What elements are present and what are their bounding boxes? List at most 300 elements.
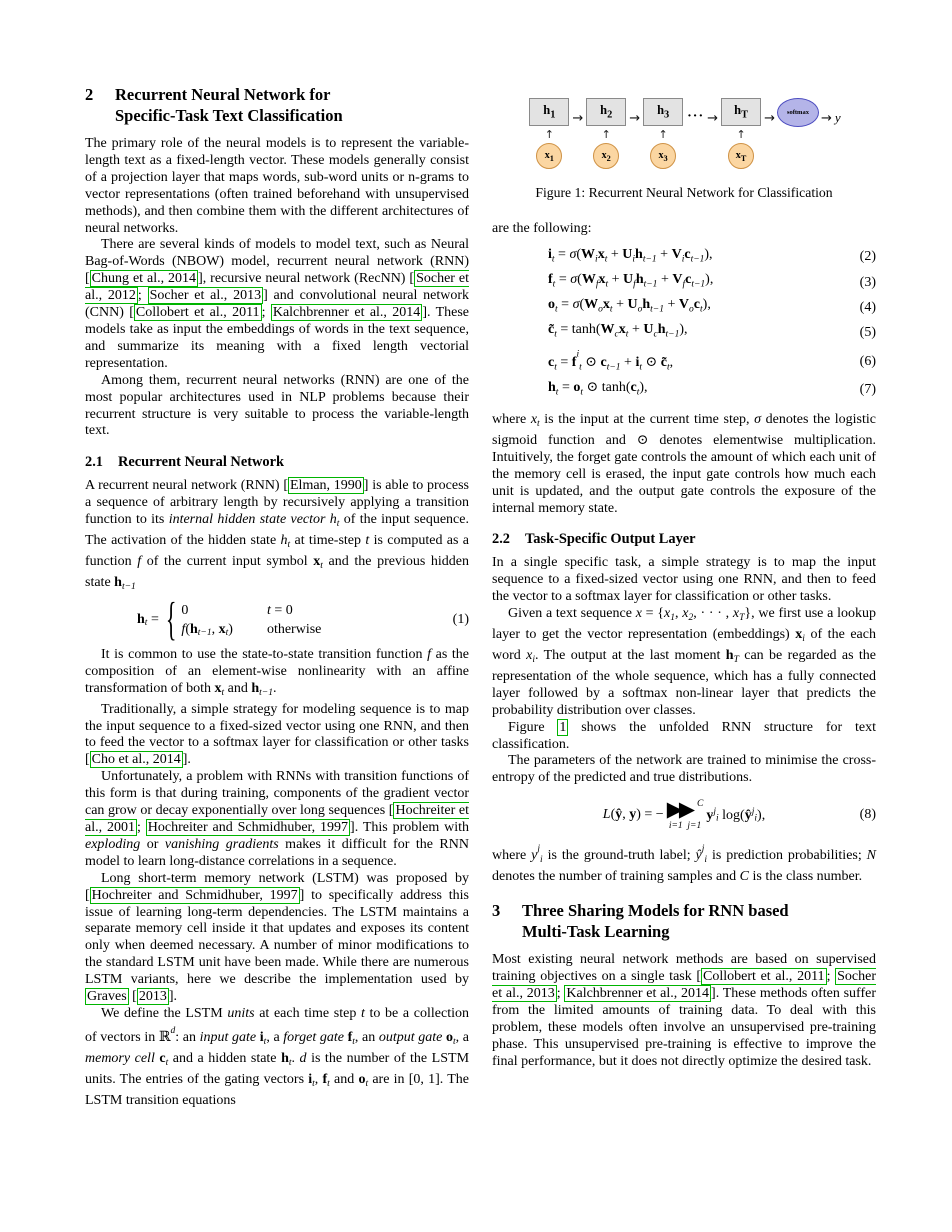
text-run: t (165, 1057, 169, 1068)
right-column (492, 84, 876, 1071)
text-run: t (666, 362, 670, 373)
text-run: ŷ (695, 848, 702, 864)
text-run: , (674, 606, 683, 622)
text-run: W (600, 322, 615, 338)
text-run: vanishing gradients (164, 836, 279, 852)
text-run: N (866, 848, 877, 864)
paragraph (85, 769, 469, 870)
citation-link[interactable]: Socher et al., 2013 (149, 288, 262, 304)
text-run: f (682, 279, 686, 290)
text-run: d (299, 1050, 307, 1066)
text-run: h (548, 379, 556, 395)
text-run: ; (136, 819, 146, 835)
text-run: , a (455, 1029, 469, 1045)
up-arrow-icon: ↑ (736, 128, 746, 141)
text-run: of the input sequence. The activation of the hidden state (85, 512, 469, 549)
text-run: + (612, 297, 628, 313)
citation-link[interactable]: Kalchbrenner et al., 2014 (272, 305, 421, 321)
text-run: t (327, 1078, 330, 1089)
left-column (85, 84, 469, 1110)
up-arrow-icon: ↑ (658, 128, 668, 141)
summation-glyphs: ▶▶ (666, 797, 692, 822)
hidden-state-box-h3 (643, 98, 683, 126)
text-run: is computed as a function (85, 533, 470, 569)
text-run: t (266, 602, 271, 618)
text-run: 2 (688, 613, 694, 624)
text-run: W (581, 246, 596, 262)
text-run: ), (704, 246, 713, 262)
text-run: 1 (670, 613, 675, 624)
subsection-2-1-title: Recurrent Neural Network (118, 454, 284, 471)
text-run: or (140, 836, 165, 852)
subsection-2-2-number: 2.2 (492, 531, 510, 548)
text-run: where (492, 848, 532, 864)
paragraph (492, 555, 876, 606)
text-run: c (693, 297, 700, 313)
text-run: ]. These models take as input the embeddings of words in the text sequence, and summarize its meaning with a fixed length vectorial representation. (85, 305, 470, 371)
citation-link[interactable]: Collobert et al., 2011 (703, 969, 825, 985)
text-run: x (602, 297, 610, 313)
text-run: c (614, 329, 619, 340)
text-run: t (609, 304, 613, 315)
text-run: ) = − (636, 807, 664, 823)
text-run: Traditionally, a simple strategy for modeling sequence is to map the input sequence to a fixed-sized vector using one RNN, and then to feed the vector to a softmax layer for classification or other tasks [ (85, 701, 469, 768)
right-arrow-icon: → (764, 111, 775, 126)
text-run: t (554, 329, 557, 340)
text-run: ( (579, 297, 585, 313)
text-run: ⊙ tanh( (583, 379, 631, 395)
text-run: t (554, 362, 557, 373)
text-run: f (595, 279, 599, 290)
text-run: t (360, 1005, 365, 1021)
text-run: i (540, 855, 543, 866)
text-run: , · · · , (693, 606, 733, 622)
text-run: V (672, 272, 683, 288)
text-run: ⊙ (581, 354, 601, 370)
equation-body (548, 349, 674, 373)
text-run: h (137, 612, 145, 628)
text-run: i (754, 813, 758, 824)
text-run: o (548, 297, 555, 313)
text-run: h (281, 1050, 289, 1066)
text-run: , an (354, 1029, 379, 1045)
text-run: ; (137, 288, 148, 304)
section-2-heading (85, 84, 469, 126)
text-run: t (352, 1036, 355, 1047)
text-run: memory cell (85, 1050, 160, 1066)
text-run: y (629, 807, 637, 823)
text-run: ] and convolutional neural network (CNN) [ (85, 288, 470, 321)
text-run: c̃ (548, 322, 555, 338)
text-run: h (251, 680, 260, 696)
citation-link[interactable]: Hochreiter and Schmidhuber, 1997 (147, 819, 349, 835)
paragraph (492, 606, 876, 720)
paragraph (85, 1006, 469, 1110)
text-run: of the each word (492, 627, 876, 664)
citation-link[interactable]: Hochreiter and Schmidhuber, 1997 (91, 887, 298, 903)
text-run: is the number of the LSTM units. The entries of the gating vectors (85, 1050, 470, 1087)
text-run: t (537, 418, 540, 429)
paragraph (85, 237, 469, 372)
text-run: t (552, 279, 556, 290)
text-run: ) (228, 621, 233, 637)
text-run: where (492, 411, 531, 427)
text-run: t−1 (197, 627, 212, 638)
text-run: ŷ (615, 807, 623, 823)
text-run: i (704, 855, 708, 866)
text-run: ] to specifically address this issue of learning long-term dependencies. The LSTM maintains a separate memory cell inside it that updates and exposes its content only when deemed necessary. A number of minor modifications to the standard LSTM unit have been made. While there are numerous LSTM variants, here we describe the implementation used by (85, 887, 469, 988)
text-run: t (453, 1036, 456, 1047)
text-run: f (322, 1071, 328, 1087)
text-run: h (114, 574, 122, 590)
input-label: $x_T$ (735, 149, 747, 163)
text-run: t (287, 540, 291, 551)
text-run: ( (577, 272, 582, 288)
text-run: h (657, 322, 666, 338)
citation-link[interactable]: Cho et al., 2014 (91, 752, 181, 768)
text-run: + (656, 246, 672, 262)
text-run: x (526, 648, 533, 664)
text-run: log( (718, 807, 745, 823)
text-run: h (635, 246, 643, 262)
right-arrow-icon: → (707, 111, 719, 126)
text-run: and a hidden state (168, 1050, 282, 1066)
text-run: . (272, 680, 277, 696)
equation-1-cases (181, 603, 321, 638)
text-run: ] is able to process a sequence of arbitrary length by recursively applying a transition function to its (85, 478, 469, 528)
citation-link[interactable]: Socher et al., 2013 (492, 969, 876, 1002)
text-run: = tanh( (556, 322, 601, 338)
section-3-title-line1: Three Sharing Models for RNN based (522, 901, 789, 921)
text-run: t−1 (650, 304, 664, 315)
input-node-x2 (593, 143, 619, 169)
text-run: U (643, 322, 654, 338)
text-run: f (571, 354, 577, 370)
paragraph (85, 373, 469, 441)
text-run: ), (702, 297, 711, 313)
text-run: is the ground-truth label; (542, 848, 696, 864)
text-run: i (632, 254, 636, 265)
text-run: t (221, 687, 225, 698)
text-run: Most existing neural network methods are based on supervised training objectives on a single task [ (492, 952, 876, 985)
equation-number: (7) (859, 382, 876, 398)
text-run: makes it difficult for the RNN model to learn long-distance correlations in a sequence. (85, 836, 469, 869)
text-run: o (358, 1071, 366, 1087)
text-run: It is common to use the state-to-state transition function (101, 646, 428, 662)
text-run: t−1 (691, 279, 706, 290)
equation-8-rhs (706, 807, 765, 824)
text-run: y (531, 848, 538, 864)
text-run: x (682, 606, 689, 622)
text-run: σ (754, 411, 762, 427)
text-run: + (620, 354, 636, 370)
paragraph (492, 412, 876, 517)
text-run: f (427, 646, 432, 662)
text-run: t (604, 254, 608, 265)
text-run: t−1 (665, 329, 680, 340)
text-run: W (581, 272, 596, 288)
text-run: ( (610, 807, 616, 823)
text-run: i (802, 634, 805, 645)
up-arrow-icon: ↑ (544, 128, 554, 141)
text-run: h (635, 272, 644, 288)
citation-link[interactable]: Hochreiter et al., 2001 (85, 803, 469, 835)
text-run: ŷ (744, 807, 752, 823)
text-run: , (622, 807, 630, 823)
input-label: $x_3$ (658, 149, 668, 163)
text-run: f (137, 554, 142, 569)
text-run: x (618, 322, 626, 338)
text-run: t−1 (690, 254, 705, 265)
text-run: ; (826, 969, 836, 985)
fig-unit-h3 (641, 98, 685, 169)
text-run: c (685, 272, 692, 288)
paragraph (85, 702, 469, 770)
text-run: shows the unfolded RNN structure for text classification. (492, 719, 876, 752)
text-run: h (189, 621, 198, 637)
text-run: t (700, 304, 703, 315)
section-3-title (522, 900, 789, 942)
equation-8 (492, 799, 876, 831)
text-run: }, we first use a lookup layer to get the vector representation (embeddings) (492, 606, 876, 643)
citation-link[interactable]: Collobert et al., 2011 (135, 305, 260, 321)
text-run: t (625, 329, 629, 340)
text-run: Unfortunately, a problem with RNNs with transition functions of this form is that during training, components of the gradient vector can grow or decay exponentially over long sequences [ (85, 769, 469, 819)
text-run: U (623, 272, 634, 288)
right-arrow-icon: → (629, 111, 641, 126)
text-run: t (336, 519, 340, 530)
text-run: σ (572, 297, 580, 313)
text-run: t (636, 387, 640, 398)
text-run: as the composition of an element-wise nonlinearity with an affine transformation of both (85, 646, 470, 696)
text-run: L (602, 807, 611, 823)
text-run: , a (266, 1029, 284, 1045)
text-run: t (365, 533, 370, 549)
text-run: h (280, 533, 288, 549)
text-run: y (706, 807, 714, 823)
text-run: x (597, 246, 605, 262)
equation-3 (492, 270, 876, 295)
text-run: c (653, 329, 658, 340)
equation-1 (85, 593, 469, 646)
text-run: ], recursive neural network (RecNN) [ (198, 271, 415, 287)
equation-body (548, 246, 713, 265)
text-run: c (684, 246, 691, 262)
citation-link[interactable]: 2013 (138, 989, 167, 1005)
equation-2 (492, 245, 876, 270)
text-run: ), (639, 379, 648, 395)
text-run: x (218, 621, 226, 637)
cases-brace: { (165, 593, 177, 646)
text-run: i (681, 254, 685, 265)
text-run: o (446, 1029, 453, 1045)
text-run: c (548, 354, 555, 370)
text-run: f (633, 279, 636, 290)
text-run: [ (128, 989, 137, 1005)
text-run: j (537, 844, 540, 855)
section-2-number: 2 (85, 85, 94, 104)
box-label: $h_T$ (734, 103, 749, 121)
text-run: t (320, 561, 323, 572)
text-run: f (181, 621, 186, 637)
text-run: c (600, 354, 607, 370)
text-run: = (555, 272, 571, 288)
text-run: t (288, 1057, 292, 1068)
citation-link[interactable]: Elman, 1990 (290, 478, 362, 494)
paragraph (85, 478, 469, 596)
text-run: t (555, 304, 558, 315)
equation-4 (492, 295, 876, 320)
text-run: = 0 (270, 602, 293, 618)
text-run: at time-step (290, 533, 366, 549)
box-label: $h_1$ (543, 103, 556, 121)
text-run: ]. (182, 752, 191, 768)
text-run: o (637, 304, 643, 315)
text-run: output gate (378, 1029, 446, 1045)
figure-ref-link[interactable]: 1 (559, 719, 567, 735)
section-3-title-line2: Multi-Task Learning (522, 922, 670, 942)
text-run: f (548, 272, 553, 288)
case-value (181, 622, 233, 638)
equation-number: (6) (859, 353, 876, 369)
right-arrow-icon: → (820, 111, 832, 126)
text-run: The primary role of the neural models is to represent the variable-length text as a fixed-length vector. These models generally consist of a projection layer that maps words, sub-word units or n-grams to vector representations (often trained beforehand with unsupervised methods), and then combine them with the different architectures of neural networks. (85, 136, 469, 236)
text-run: ), (705, 272, 714, 288)
text-run: to be a collection of vectors in (85, 1005, 469, 1045)
text-run: are the following: (492, 221, 592, 236)
text-run: = (557, 297, 573, 313)
text-run: σ (570, 272, 578, 288)
citation-link[interactable]: Kalchbrenner et al., 2014 (566, 986, 710, 1002)
text-run: ℝ (158, 1029, 171, 1045)
equation-body (548, 322, 688, 340)
text-run: i (308, 1071, 313, 1087)
text-run: i (635, 354, 640, 370)
figure-caption: Figure 1: Recurrent Neural Network for Classification (535, 185, 833, 200)
text-run: x (214, 680, 222, 696)
subsection-2-1-number: 2.1 (85, 454, 103, 471)
text-run: U (622, 246, 633, 262)
equation-number: (4) (859, 299, 876, 315)
paragraph (492, 841, 876, 886)
lstm-transition-equations (492, 245, 876, 403)
paragraph (85, 647, 469, 702)
summation-lower-limits: i=1 j=1 (668, 821, 702, 832)
box-label: $h_3$ (657, 103, 670, 121)
text-run: t−1 (606, 362, 621, 373)
equation-5 (492, 320, 876, 345)
text-run: ⊙ (642, 354, 661, 370)
summation-upper-limit: C (697, 799, 704, 810)
text-run: h (642, 297, 651, 313)
text-run: can be regarded as the representation of the whole sequence, which has a fully connected layer followed by a softmax non-linear layer that predicts the probability distribution over classes. (492, 648, 876, 718)
paragraph (492, 720, 876, 754)
text-run: A recurrent neural network (RNN) [ (85, 478, 288, 494)
text-run: j (751, 806, 755, 817)
case-condition (267, 622, 321, 638)
text-run: The parameters of the network are trained to minimise the cross-entropy of the predicted and true distributions. (492, 753, 876, 786)
text-run: t (555, 387, 559, 398)
hidden-state-box-hT (721, 98, 761, 126)
text-run: T (739, 613, 745, 624)
up-arrow-icon: ↑ (601, 128, 611, 141)
ellipsis: ··· (687, 109, 705, 124)
text-run: . The output at the last moment (535, 648, 726, 664)
input-node-x3 (650, 143, 676, 169)
text-run: t−1 (259, 687, 273, 698)
paragraph (85, 136, 469, 237)
text-run: i (716, 813, 719, 824)
text-run: + (608, 272, 624, 288)
subsection-2-2-title: Task-Specific Output Layer (525, 531, 696, 548)
hidden-state-box-h1 (529, 98, 569, 126)
text-run: . (291, 1050, 300, 1066)
text-run: , (669, 354, 674, 370)
text-run: t (144, 618, 148, 629)
text-run: ), (679, 322, 688, 338)
text-run: t−1 (121, 581, 136, 592)
input-node-x1 (536, 143, 562, 169)
equation-8-lhs (603, 807, 664, 823)
text-run: + (607, 246, 623, 262)
fig-unit-h2 (584, 98, 628, 169)
text-run: d (170, 1025, 176, 1036)
text-run: x (664, 606, 671, 622)
equation-body (548, 272, 714, 290)
equation-number: (5) (859, 324, 876, 340)
citation-link[interactable]: Graves (87, 989, 127, 1005)
text-run: C (739, 869, 750, 885)
text-run: o (598, 304, 603, 315)
input-node-xT (728, 143, 754, 169)
citation-link[interactable]: Socher et al., 2012 (85, 271, 470, 304)
text-run: j (701, 844, 705, 855)
text-run: W (584, 297, 599, 313)
text-run: + (657, 272, 673, 288)
text-run: ( (576, 246, 582, 262)
text-run: t (579, 362, 582, 373)
text-run: and (224, 680, 252, 696)
softmax-label: softmax (786, 109, 809, 116)
text-run: forget gate (283, 1029, 348, 1045)
text-run: ; (556, 986, 565, 1002)
text-run: c̃ (660, 354, 667, 370)
text-run: t (365, 1078, 369, 1089)
text-run: i (595, 254, 598, 265)
equation-body (548, 379, 648, 398)
section-3-heading (492, 900, 876, 942)
text-run: : an (175, 1029, 200, 1045)
text-run: ( (185, 621, 190, 637)
output-label: y (834, 110, 841, 125)
text-run: + (628, 322, 644, 338)
text-run: of the current input symbol (141, 554, 314, 569)
text-run: t (580, 387, 584, 398)
text-run: is the class number. (749, 869, 863, 885)
text-run: = (147, 612, 159, 628)
text-run: x (530, 411, 538, 427)
text-run: x (598, 272, 606, 288)
equation-number: (3) (859, 274, 876, 290)
text-run: = { (641, 606, 664, 622)
text-run: t−1 (643, 279, 658, 290)
text-run: x (795, 627, 803, 643)
section-2-title-line1: Recurrent Neural Network for (115, 85, 331, 104)
text-run: otherwise (266, 621, 322, 637)
text-run: t (605, 279, 609, 290)
text-run: h (725, 648, 734, 664)
citation-link[interactable]: Chung et al., 2014 (91, 271, 197, 287)
